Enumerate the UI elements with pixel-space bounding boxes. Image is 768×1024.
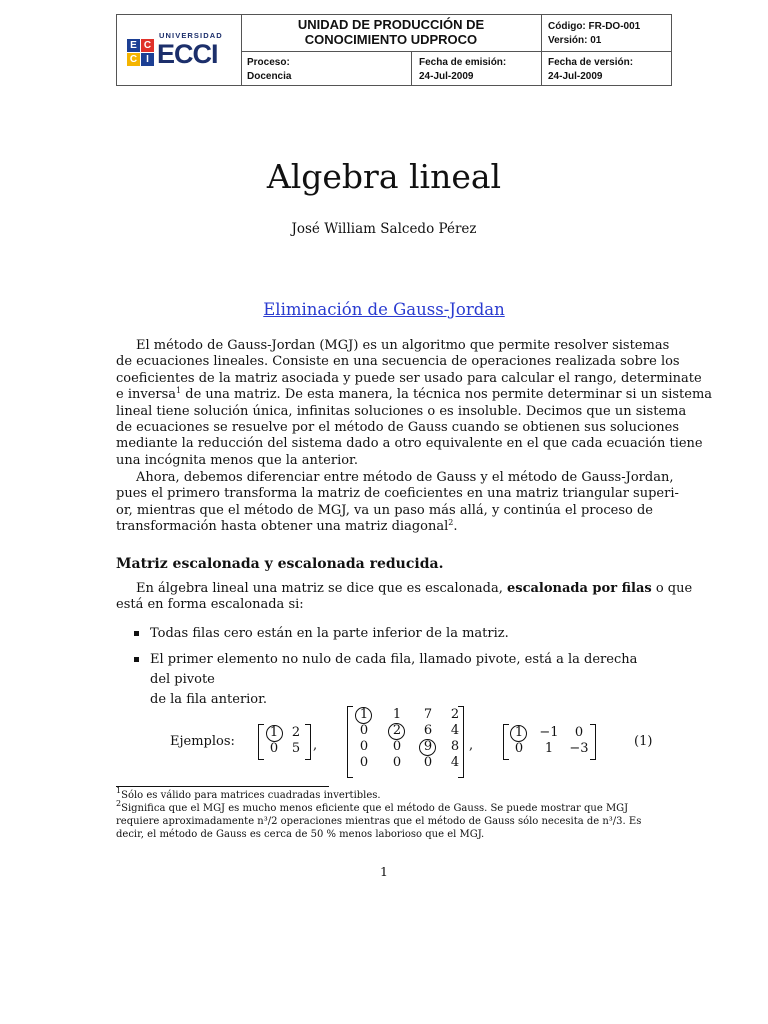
equation-number: (1): [634, 734, 653, 749]
header-title-line1: UNIDAD DE PRODUCCIÓN DE: [297, 17, 485, 32]
footnote-divider: [116, 786, 329, 787]
matrix-cell: 2: [392, 723, 402, 738]
matrix-cell: 2: [450, 707, 460, 722]
page-number: 1: [380, 864, 388, 879]
logo-square-c: C: [141, 39, 154, 52]
text-line: de ecuaciones se resuelve por el método de Gauss cuando se obtienen sus soluciones: [116, 420, 680, 436]
matrix-cell: 0: [359, 739, 369, 754]
text-fragment: En álgebra lineal una matriz se dice que es escalonada,: [136, 581, 507, 596]
matrix-cell: 1: [514, 725, 524, 740]
emision-label: Fecha de emisión:: [419, 57, 507, 68]
text-line: pues el primero transforma la matriz de coeficientes en una matriz triangular superi-: [116, 486, 679, 502]
list-item-text: [150, 650, 653, 710]
matrix-cell: −3: [569, 741, 589, 756]
text-line: mediante la reducción del sistema dado a otro equivalente en el que cada ecuación tiene: [116, 436, 703, 452]
matrix-cell: 8: [450, 739, 460, 754]
matrix-cell: 1: [392, 707, 402, 722]
paragraph-comparison: [116, 470, 679, 536]
text-fragment: transformación hasta obtener una matriz diagonal: [116, 519, 449, 535]
examples-label: Ejemplos:: [170, 734, 235, 749]
matrix-cell: 9: [423, 739, 433, 754]
matrix-cell: 6: [423, 723, 433, 738]
footnote-line: decir, el método de Gauss es cerca de 50 % menos laborioso que el MGJ.: [116, 829, 485, 840]
matrix-cell: 0: [392, 739, 402, 754]
list-item-text: Todas filas cero están en la parte inferior de la matriz.: [150, 626, 509, 641]
proceso-value: Docencia: [247, 71, 292, 82]
matrix-cell: 0: [359, 755, 369, 770]
section-title-link[interactable]: Eliminación de Gauss-Jordan: [263, 300, 505, 319]
logo-square-e: E: [127, 39, 140, 52]
text-fragment: de una matriz. De esta manera, la técnica nos permite determinar si un sistema: [181, 387, 713, 403]
header-title-line2: CONOCIMIENTO UDPROCO: [304, 32, 478, 47]
codigo-label: Código: FR-DO-001: [548, 21, 641, 32]
version-label: Versión: 01: [548, 35, 602, 46]
document-header-table: [116, 14, 672, 86]
text-line: una incógnita menos que la anterior.: [116, 452, 358, 468]
bullet-icon: [134, 657, 139, 662]
footnote-text: Sólo es válido para matrices cuadradas invertibles.: [121, 790, 381, 801]
text-line: coeficientes de la matriz asociada y puede ser usado para calcular el rango, determinate: [116, 370, 702, 386]
fecha-version-label: Fecha de versión:: [548, 57, 634, 68]
footnote-2: [116, 799, 656, 841]
text-line: El método de Gauss-Jordan (MGJ) es un algoritmo que permite resolver sistemas: [136, 338, 670, 353]
matrix-cell: 0: [574, 725, 584, 740]
matrix-cell: 5: [291, 741, 301, 756]
matrix-cell: 2: [291, 725, 301, 740]
text-line: Ahora, debemos diferenciar entre método de Gauss y el método de Gauss-Jordan,: [136, 470, 674, 485]
text-line: or, mientras que el método de MGJ, va un paso más allá, y continúa el proceso de: [116, 502, 653, 518]
matrix-cell: 4: [450, 755, 460, 770]
text-fragment: e inversa: [116, 387, 177, 403]
list-item: [134, 650, 653, 707]
footnote-number: 2: [116, 799, 122, 808]
footnote-text: Significa que el MGJ es mucho menos eficiente que el método de Gauss. Se puede mostrar que MGJ: [121, 803, 629, 814]
emision-value: 24-Jul-2009: [419, 71, 474, 82]
bullet-icon: [134, 631, 139, 636]
separator: ,: [469, 738, 474, 753]
footnote-mark-2[interactable]: 2: [448, 518, 454, 528]
bold-term: escalonada por filas: [506, 581, 652, 596]
text-line: está en forma escalonada si:: [116, 597, 304, 613]
matrix-1-cells: [262, 725, 306, 759]
matrix-cell: 1: [269, 725, 279, 740]
list-item-line: de la fila anterior.: [150, 692, 268, 707]
matrix-cell: 0: [269, 741, 279, 756]
text-line: [116, 386, 713, 403]
footnote-1: [116, 786, 656, 802]
paragraph-intro: [116, 338, 713, 469]
list-item-line: El primer elemento no nulo de cada fila, llamado pivote, está a la derecha del pivote: [150, 652, 638, 687]
matrix-cell: −1: [539, 725, 559, 740]
text-fragment: .: [453, 519, 458, 535]
logo-university-text: UNIVERSIDAD: [159, 31, 223, 40]
text-line: [116, 581, 693, 597]
text-line: lineal tiene solución única, infinitas soluciones o es insoluble. Decimos que un sistema: [116, 403, 687, 419]
matrix-cell: 1: [544, 741, 554, 756]
matrix-cell: 0: [423, 755, 433, 770]
author-name: José William Salcedo Pérez: [291, 221, 477, 237]
subsection-title: Matriz escalonada y escalonada reducida.: [116, 556, 444, 572]
text-fragment: o que: [651, 581, 693, 596]
matrix-cell: 0: [359, 723, 369, 738]
logo-square-c2: C: [127, 53, 140, 66]
header-title: [241, 17, 541, 47]
text-line: [116, 519, 653, 535]
logo-ecci-text: ECCI: [157, 39, 218, 69]
university-logo: [123, 25, 235, 75]
matrix-2-cells: [352, 707, 460, 777]
text-line: de ecuaciones lineales. Consiste en una secuencia de operaciones realizada sobre los: [116, 354, 680, 370]
list-item: [134, 624, 653, 644]
matrix-cell: 7: [423, 707, 433, 722]
fecha-version-value: 24-Jul-2009: [548, 71, 603, 82]
footnote-line: [116, 786, 656, 802]
footnote-mark-1[interactable]: 1: [176, 386, 182, 396]
separator: ,: [313, 738, 318, 753]
footnote-line: [116, 799, 656, 815]
matrix-3-cells: [507, 725, 591, 759]
matrix-cell: 0: [392, 755, 402, 770]
proceso-label: Proceso:: [247, 57, 290, 68]
matrix-cell: 1: [359, 707, 369, 722]
footnote-line: requiere aproximadamente n³/2 operaciones mientras que el método de Gauss sólo necesita de n³/3. Es: [116, 816, 642, 827]
paragraph-definition: [116, 581, 693, 614]
document-title: Algebra lineal: [266, 157, 502, 196]
matrix-cell: 0: [514, 741, 524, 756]
logo-square-i: I: [141, 53, 154, 66]
matrix-cell: 4: [450, 723, 460, 738]
footnote-number: 1: [116, 786, 122, 795]
